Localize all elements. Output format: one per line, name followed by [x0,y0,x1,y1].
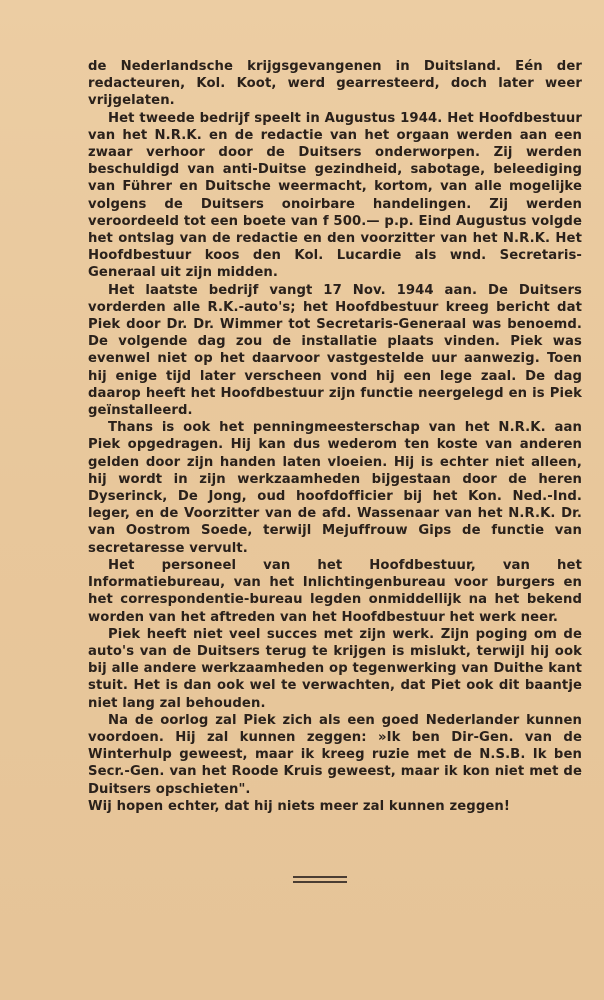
paragraph-7: Na de oorlog zal Piek zich als een goed Nederlander kunnen voordoen. Hij zal kunnen zeggen: »Ik ben Dir-Gen. van de Winterhulp geweest, maar ik kreeg ruzie met de N.S.B. Ik ben Secr.-Gen. van het Roode Kruis geweest, maar ik kon niet met de Duitsers opschieten". [88,712,582,797]
double-rule-top [293,876,347,878]
article-body [88,58,582,815]
paragraph-2: Het tweede bedrijf speelt in Augustus 1944. Het Hoofdbestuur van het N.R.K. en de redactie van het orgaan werden aan een zwaar verhoor door de Duitsers onderworpen. Zij werden beschuldigd van anti-Duitse gezindheid, sabotage, beleediging van Führer en Duitsche weermacht, kortom, van alle mogelijke volgens de Duitsers onoirbare handelingen. Zij werden veroordeeld tot een boete van f 500.— p.p. Eind Augustus volgde het ontslag van de redactie en den voorzitter van het N.R.K. Het Hoofdbestuur koos den Kol. Lucardie als wnd. Secretaris-Generaal uit zijn midden. [88,110,582,281]
paragraph-1: de Nederlandsche krijgsgevangenen in Duitsland. Eén der redacteuren, Kol. Koot, werd gearresteerd, doch later weer vrijgelaten. [88,59,582,109]
paragraph-4: Thans is ook het penningmeesterschap van het N.R.K. aan Piek opgedragen. Hij kan dus wederom ten koste van anderen gelden door zijn handen laten vloeien. Hij is echter niet alleen, hij wordt in zijn werkzaamheden bijgestaan door de heren Dyserinck, De Jong, oud hoofdofficier bij het Kon. Ned.-Ind. leger, en de Voorzitter van de afd. Wassenaar van het N.R.K. Dr. van Oostrom Soede, terwijl Mejuffrouw Gips de functie van secretaresse vervult. [88,420,582,556]
paragraph-6: Piek heeft niet veel succes met zijn werk. Zijn poging om de auto's van de Duitsers terug te krijgen is mislukt, terwijl hij ook bij alle andere werkzaamheden op tegenwerking van Duithe kant stuit. Het is dan ook wel te verwachten, dat Piet ook dit baantje niet lang zal behouden. [88,626,582,711]
closing-line: Wij hopen echter, dat hij niets meer zal kunnen zeggen! [88,798,511,814]
double-rule-bottom [293,881,347,883]
paragraph-3: Het laatste bedrijf vangt 17 Nov. 1944 aan. De Duitsers vorderden alle R.K.-auto's; het Hoofdbestuur kreeg bericht dat Piek door Dr. Dr. Wimmer tot Secretaris-Generaal was benoemd. De volgende dag zou de installatie plaats vinden. Piek was evenwel niet op het daarvoor vastgestelde uur aanwezig. Toen hij enige tijd later verscheen vond hij een lege zaal. De dag daarop heeft het Hoofdbestuur zijn functie neergelegd en is Piek geïnstalleerd. [88,282,582,419]
paragraph-5: Het personeel van het Hoofdbestuur, van het Informatiebureau, van het Inlichtingenbureau voor burgers en het correspondentie-bureau legden onmiddellijk na het bekend worden van het aftreden van het Hoofdbestuur het werk neer. [88,557,582,625]
